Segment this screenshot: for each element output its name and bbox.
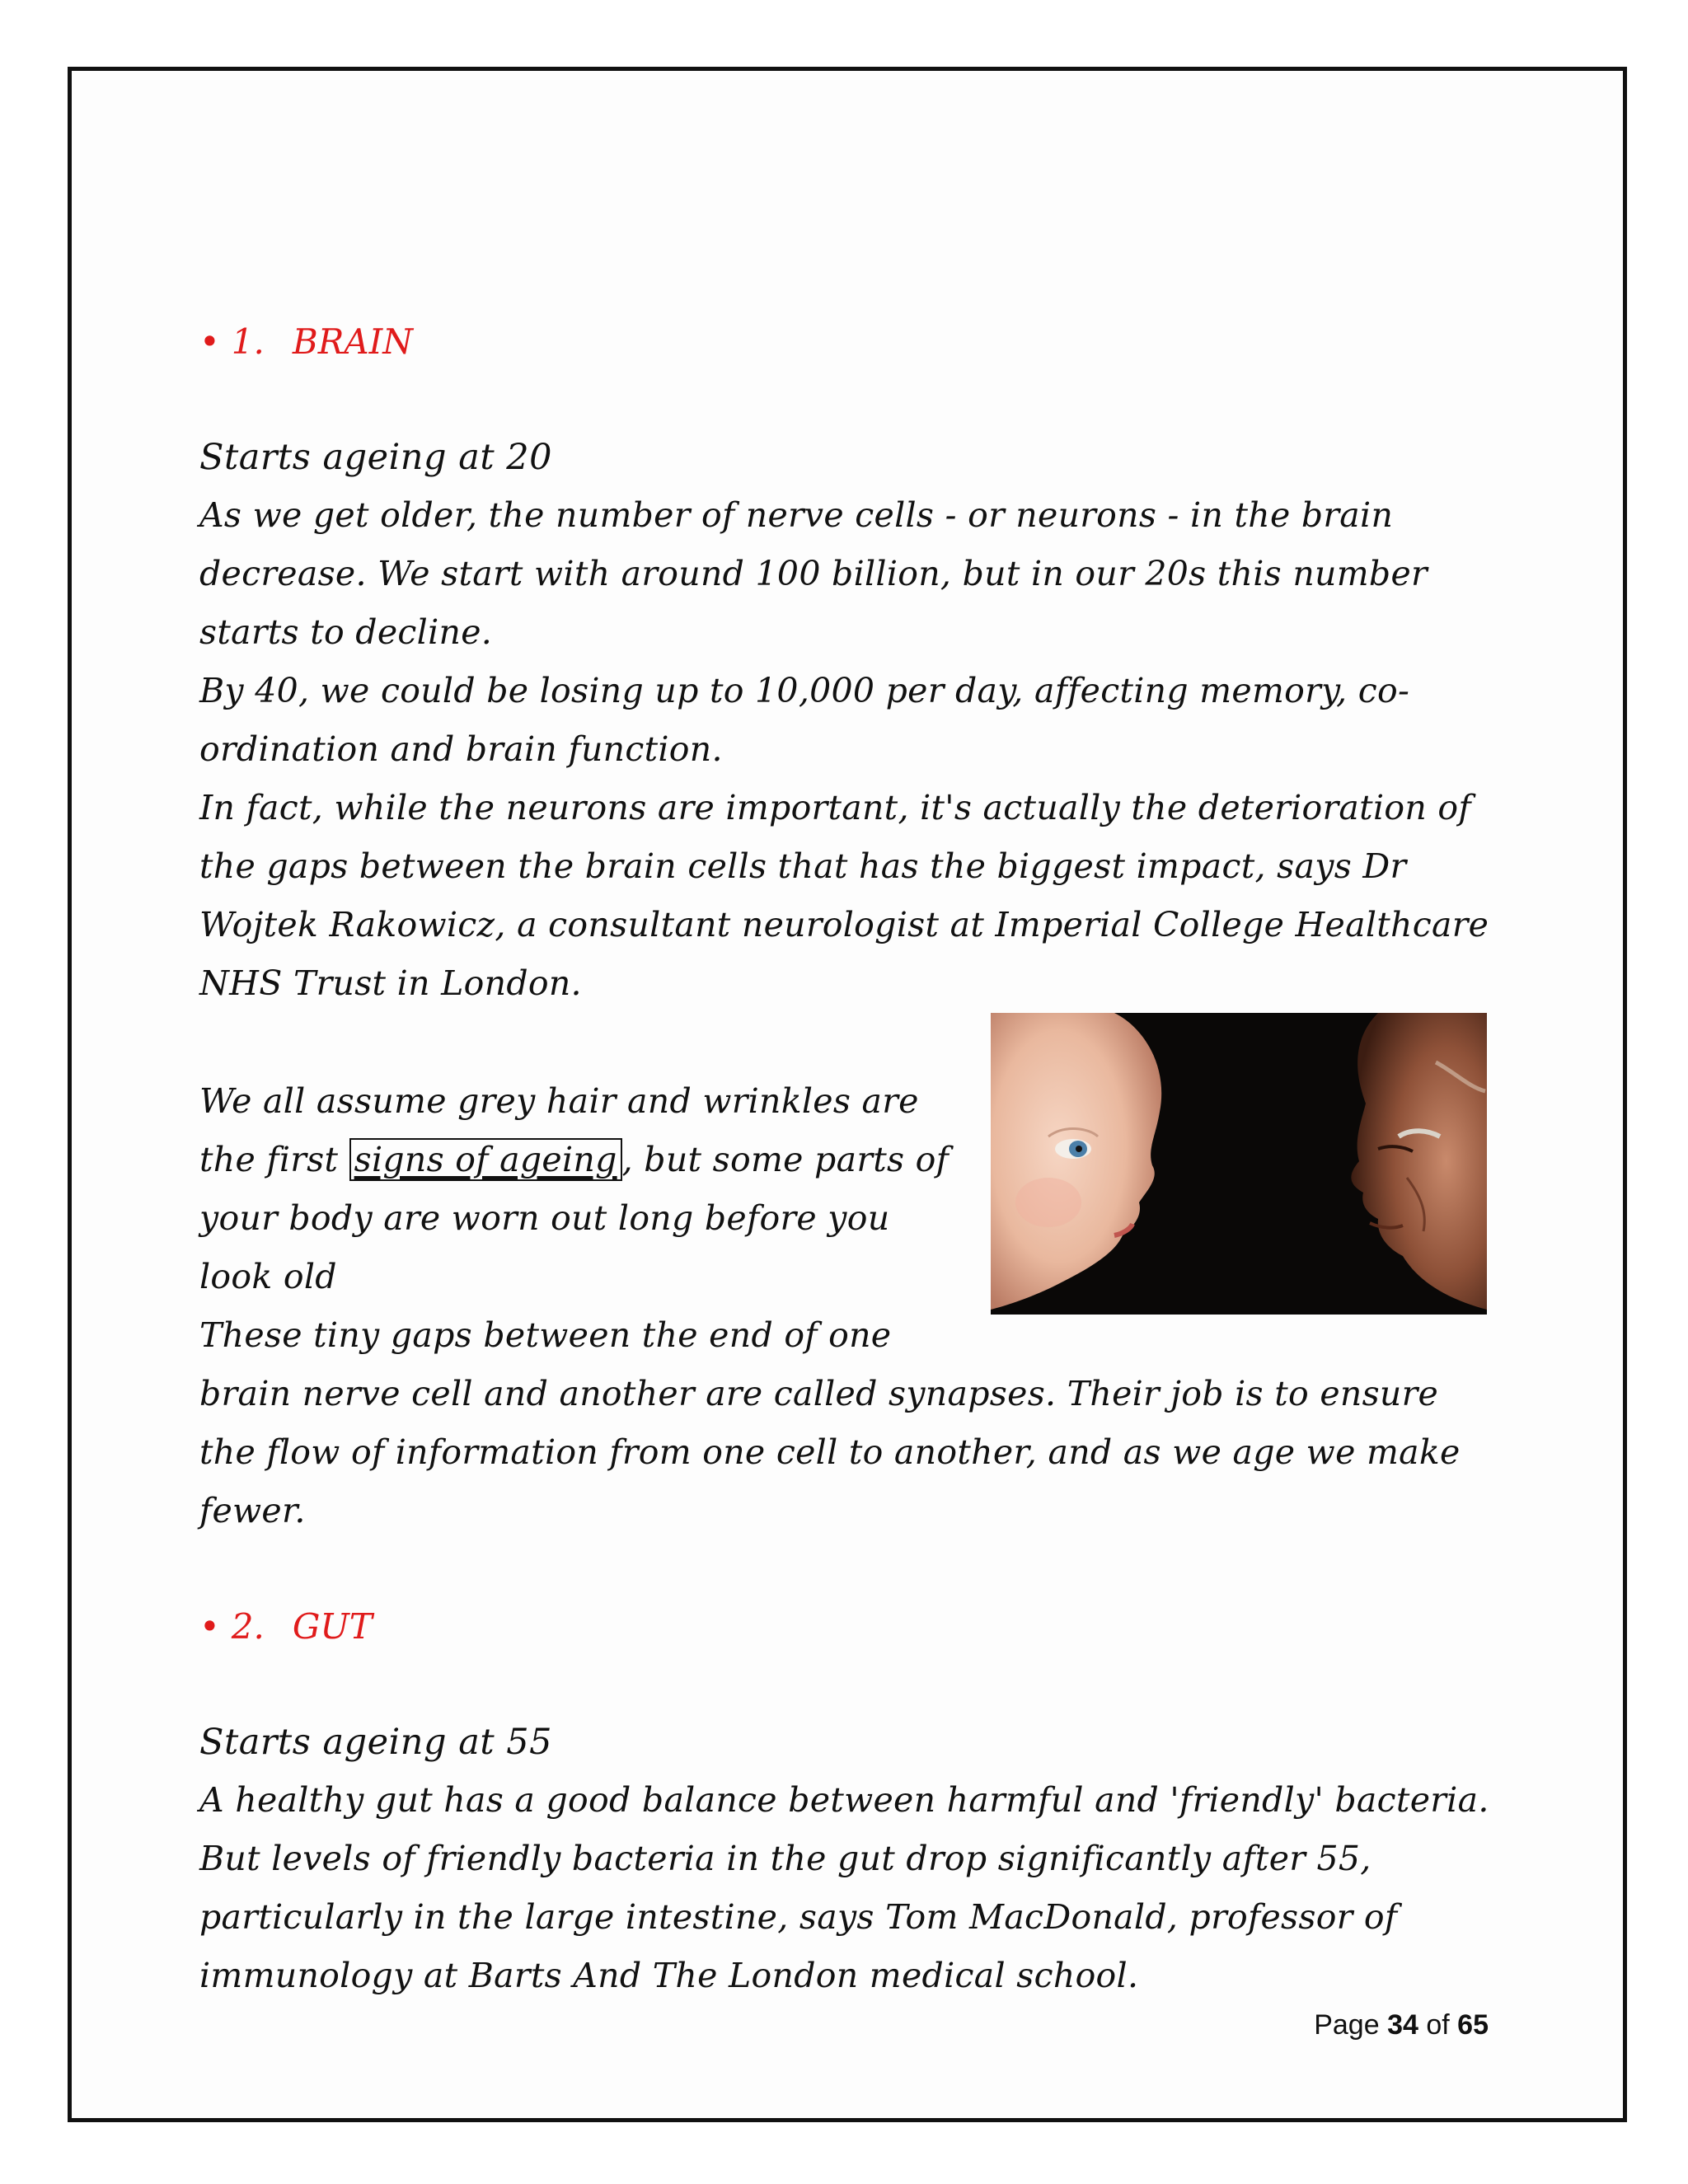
- section-subtitle: Starts ageing at 20: [199, 437, 552, 478]
- page-prefix: Page: [1314, 2009, 1380, 2041]
- paragraph: In fact, while the neurons are important, it's actually the deterioration of the gaps between the brain cells that has the biggest impact, says Dr Wojtek Rakowicz, a consultant neurologist at Imperial College Healthcare NHS Trust in London.: [199, 788, 1489, 1003]
- section-heading-brain: [199, 313, 1502, 371]
- section-number: 1.: [231, 321, 265, 362]
- bullet-icon: •: [199, 321, 220, 362]
- signs-of-ageing-link[interactable]: signs of ageing: [349, 1138, 622, 1181]
- text-before-link: We all assume grey hair and wrinkles are the first: [199, 1081, 919, 1179]
- section-title: BRAIN: [292, 321, 414, 362]
- section-title: GUT: [292, 1606, 373, 1647]
- paragraph: A healthy gut has a good balance between harmful and 'friendly' bacteria. But levels of friendly bacteria in the gut drop significantly after 55, particularly in the large intestine, says Tom MacDonald, professor of immunology at Barts And The London medical school.: [199, 1780, 1489, 1995]
- image-text-wrap: [199, 1072, 1502, 1540]
- total-pages: 65: [1457, 2009, 1489, 2041]
- section-number: 2.: [231, 1606, 265, 1647]
- text-after-link: , but some parts of your body are worn out long before you look old: [199, 1140, 950, 1296]
- page-of: of: [1426, 2009, 1450, 2041]
- page-number: [1314, 2009, 1489, 2041]
- bullet-icon: •: [199, 1606, 220, 1647]
- baby-and-old-man-photo: [991, 1013, 1487, 1315]
- section-heading-gut: [199, 1598, 1502, 1656]
- photo-illustration: [991, 1013, 1487, 1315]
- paragraph: By 40, we could be losing up to 10,000 per day, affecting memory, co-ordination and brain function.: [199, 671, 1410, 769]
- current-page: 34: [1387, 2009, 1418, 2041]
- section-subtitle: Starts ageing at 55: [199, 1722, 552, 1763]
- paragraph: These tiny gaps between the end of one brain nerve cell and another are called synapses. Their job is to ensure the flow of information from one cell to another, and as we age we make fewer.: [199, 1315, 1461, 1530]
- document-body: [199, 313, 1502, 2005]
- paragraph: As we get older, the number of nerve cells - or neurons - in the brain decrease. We start with around 100 billion, but in our 20s this number starts to decline.: [199, 495, 1428, 652]
